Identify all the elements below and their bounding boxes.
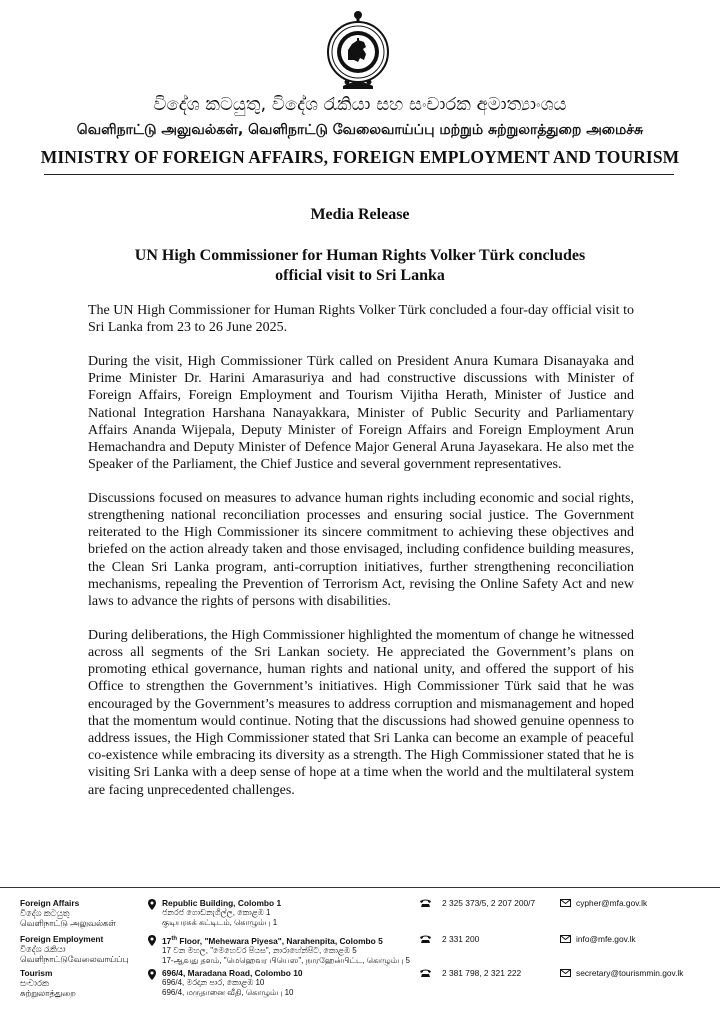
telephone-icon bbox=[420, 935, 431, 943]
email-address[interactable]: secretary@tourismmin.gov.lk bbox=[576, 968, 684, 978]
address-ta: 696/4, மருதானை வீதி, கொழும்பு 10 bbox=[162, 988, 294, 997]
address-ta: 17-ஆவது தளம், "மெஹெவர பியெஸ", நாரஹேன்பிட்ட, கொழும்பு 5 bbox=[162, 955, 410, 965]
location-pin-icon bbox=[148, 935, 156, 946]
body-paragraph: During the visit, High Commissioner Türk called on President Anura Kumara Disanayaka and Prime Minister Dr. Harini Amarasuriya and had constructive discussions with Minister of Foreign Affairs, Foreign Employment and Tourism Vijitha Herath, Minister of Justice and National Integration Harshana Nanayakkara, Minister of Public Security and Parliamentary Affairs Ananda Wijepala, Deputy Minister of Foreign Affairs and Foreign Employment Arun Hemachandra and Deputy Minister of Defence Major General Aruna Jayasekara. He also met the Speaker of the Parliament, the Chief Justice and several government representatives. bbox=[88, 353, 634, 473]
document-type: Media Release bbox=[310, 206, 410, 223]
state-emblem-logo bbox=[323, 8, 393, 92]
dept-name-en: Foreign Affairs bbox=[20, 898, 80, 908]
email-address[interactable]: cypher@mfa.gov.lk bbox=[576, 898, 648, 908]
release-body bbox=[88, 302, 634, 815]
phone-number: 2 325 373/5, 2 207 200/7 bbox=[442, 898, 536, 908]
footer-dept-foreign-affairs bbox=[20, 898, 142, 928]
footer-divider bbox=[0, 887, 720, 888]
address-en: 696/4, Maradana Road, Colombo 10 bbox=[162, 968, 303, 978]
ministry-name-tamil: வெளிநாட்டு அலுவல்கள், வெளிநாட்டு வேலைவாய்ப்பு மற்றும் சுற்றுலாத்துறை அமைச்சு bbox=[76, 122, 644, 138]
footer-email-foreign-employment bbox=[560, 934, 720, 944]
address-rest: Floor, "Mehewara Piyesa", Narahenpita, Colombo 5 bbox=[177, 935, 383, 946]
footer-email-tourism bbox=[560, 968, 720, 978]
phone-number: 2 331 200 bbox=[442, 934, 480, 944]
address-ta: குடியரசுக் கட்டிடம், கொழும்பு 1 bbox=[162, 918, 278, 927]
footer-phone-foreign-employment bbox=[420, 934, 550, 944]
address-si: ජනරජ ගොඩනැගිල්ල, කොළඹ 1 bbox=[162, 908, 271, 917]
fax-envelope-icon bbox=[560, 935, 571, 943]
telephone-icon bbox=[420, 969, 431, 977]
body-paragraph: The UN High Commissioner for Human Rights Volker Türk concluded a four-day official visit to Sri Lanka from 23 to 26 June 2025. bbox=[88, 303, 634, 336]
dept-name-ta: சுற்றுலாத்துறை bbox=[20, 988, 76, 998]
address-en: Republic Building, Colombo 1 bbox=[162, 898, 282, 908]
dept-name-si: සංචාරක bbox=[20, 978, 49, 988]
footer-dept-foreign-employment bbox=[20, 934, 142, 964]
address-si: 17 වන මහල, "මෙහෙවර පියස", නාරාහේන්පිට, කොළඹ 5 bbox=[162, 945, 357, 955]
dept-name-en: Tourism bbox=[20, 968, 53, 978]
footer-address-tourism bbox=[148, 968, 404, 998]
body-paragraph: During deliberations, the High Commissioner highlighted the momentum of change he witnessed across all segments of the Sri Lankan society. He appreciated the Government’s plans on promoting ethical governance, human rights and national unity, and offered the support of his Office to strengthen the Government’s initiatives. High Commissioner Türk said that he was encouraged by the Government’s measures to address corruption and mismanagement and hoped that the momentum would continue. Noting that the discussions had showed genuine openness to address issues, the High Commissioner stated that Sri Lanka can become an example of peaceful co-existence while embracing its diversity as a strength. The High Commissioner stated that he is visiting Sri Lanka with a deep sense of hope at a time when the world and the multilateral system are facing unprecedented challenges. bbox=[88, 627, 634, 798]
dept-name-si: විදේශ කටයුතු bbox=[20, 908, 70, 918]
address-en bbox=[148, 934, 404, 946]
address-si: 696/4, මරදාන පාර, කොළඹ 10 bbox=[162, 978, 265, 987]
footer-address-foreign-affairs bbox=[148, 898, 404, 928]
footer-phone-foreign-affairs bbox=[420, 898, 550, 908]
release-title-line-1: UN High Commissioner for Human Rights Volker Türk concludes bbox=[134, 247, 586, 264]
footer-address-foreign-employment bbox=[148, 934, 410, 966]
release-title-line-2: official visit to Sri Lanka bbox=[275, 267, 445, 284]
fax-envelope-icon bbox=[560, 899, 571, 907]
dept-name-ta: வெளிநாட்டுவேலைவாய்ப்பு bbox=[20, 954, 129, 964]
address-floor-number: 17 bbox=[162, 935, 172, 946]
dept-name-en: Foreign Employment bbox=[20, 934, 104, 944]
footer-email-foreign-affairs bbox=[560, 898, 720, 908]
phone-number: 2 381 798, 2 321 222 bbox=[442, 968, 522, 978]
telephone-icon bbox=[420, 899, 431, 907]
footer-phone-tourism bbox=[420, 968, 550, 978]
release-title bbox=[90, 246, 630, 286]
address-floor-suffix: th bbox=[171, 936, 177, 942]
header-divider bbox=[44, 174, 674, 175]
ministry-name-english: MINISTRY OF FOREIGN AFFAIRS, FOREIGN EMPLOYMENT AND TOURISM bbox=[40, 147, 680, 167]
body-paragraph: Discussions focused on measures to advance human rights including economic and social rights, strengthening national reconciliation processes and ensuring social justice. The Government reiterated to the High Commissioner its sincere commitment to achieving these objectives and briefed on the action already taken and those envisaged, including confidence building measures, the Clean Sri Lanka program, anti-corruption initiatives, further strengthening reconciliation mechanisms, repealing the Prevention of Terrorism Act, revising the Online Safety Act and new laws to advance the rights of persons with disabilities. bbox=[88, 490, 634, 610]
dept-name-si: විදේශ රැකියා bbox=[20, 944, 66, 954]
location-pin-icon bbox=[148, 899, 156, 910]
fax-envelope-icon bbox=[560, 969, 571, 977]
ministry-name-sinhala: විදේශ කටයුතු, විදේශ රැකියා සහ සංචාරක අමාත්‍යාංශය bbox=[153, 94, 567, 115]
footer-dept-tourism bbox=[20, 968, 142, 998]
location-pin-icon bbox=[148, 969, 156, 980]
email-address[interactable]: info@mfe.gov.lk bbox=[576, 934, 636, 944]
dept-name-ta: வெளிநாட்டு அலுவல்கள் bbox=[20, 918, 116, 928]
